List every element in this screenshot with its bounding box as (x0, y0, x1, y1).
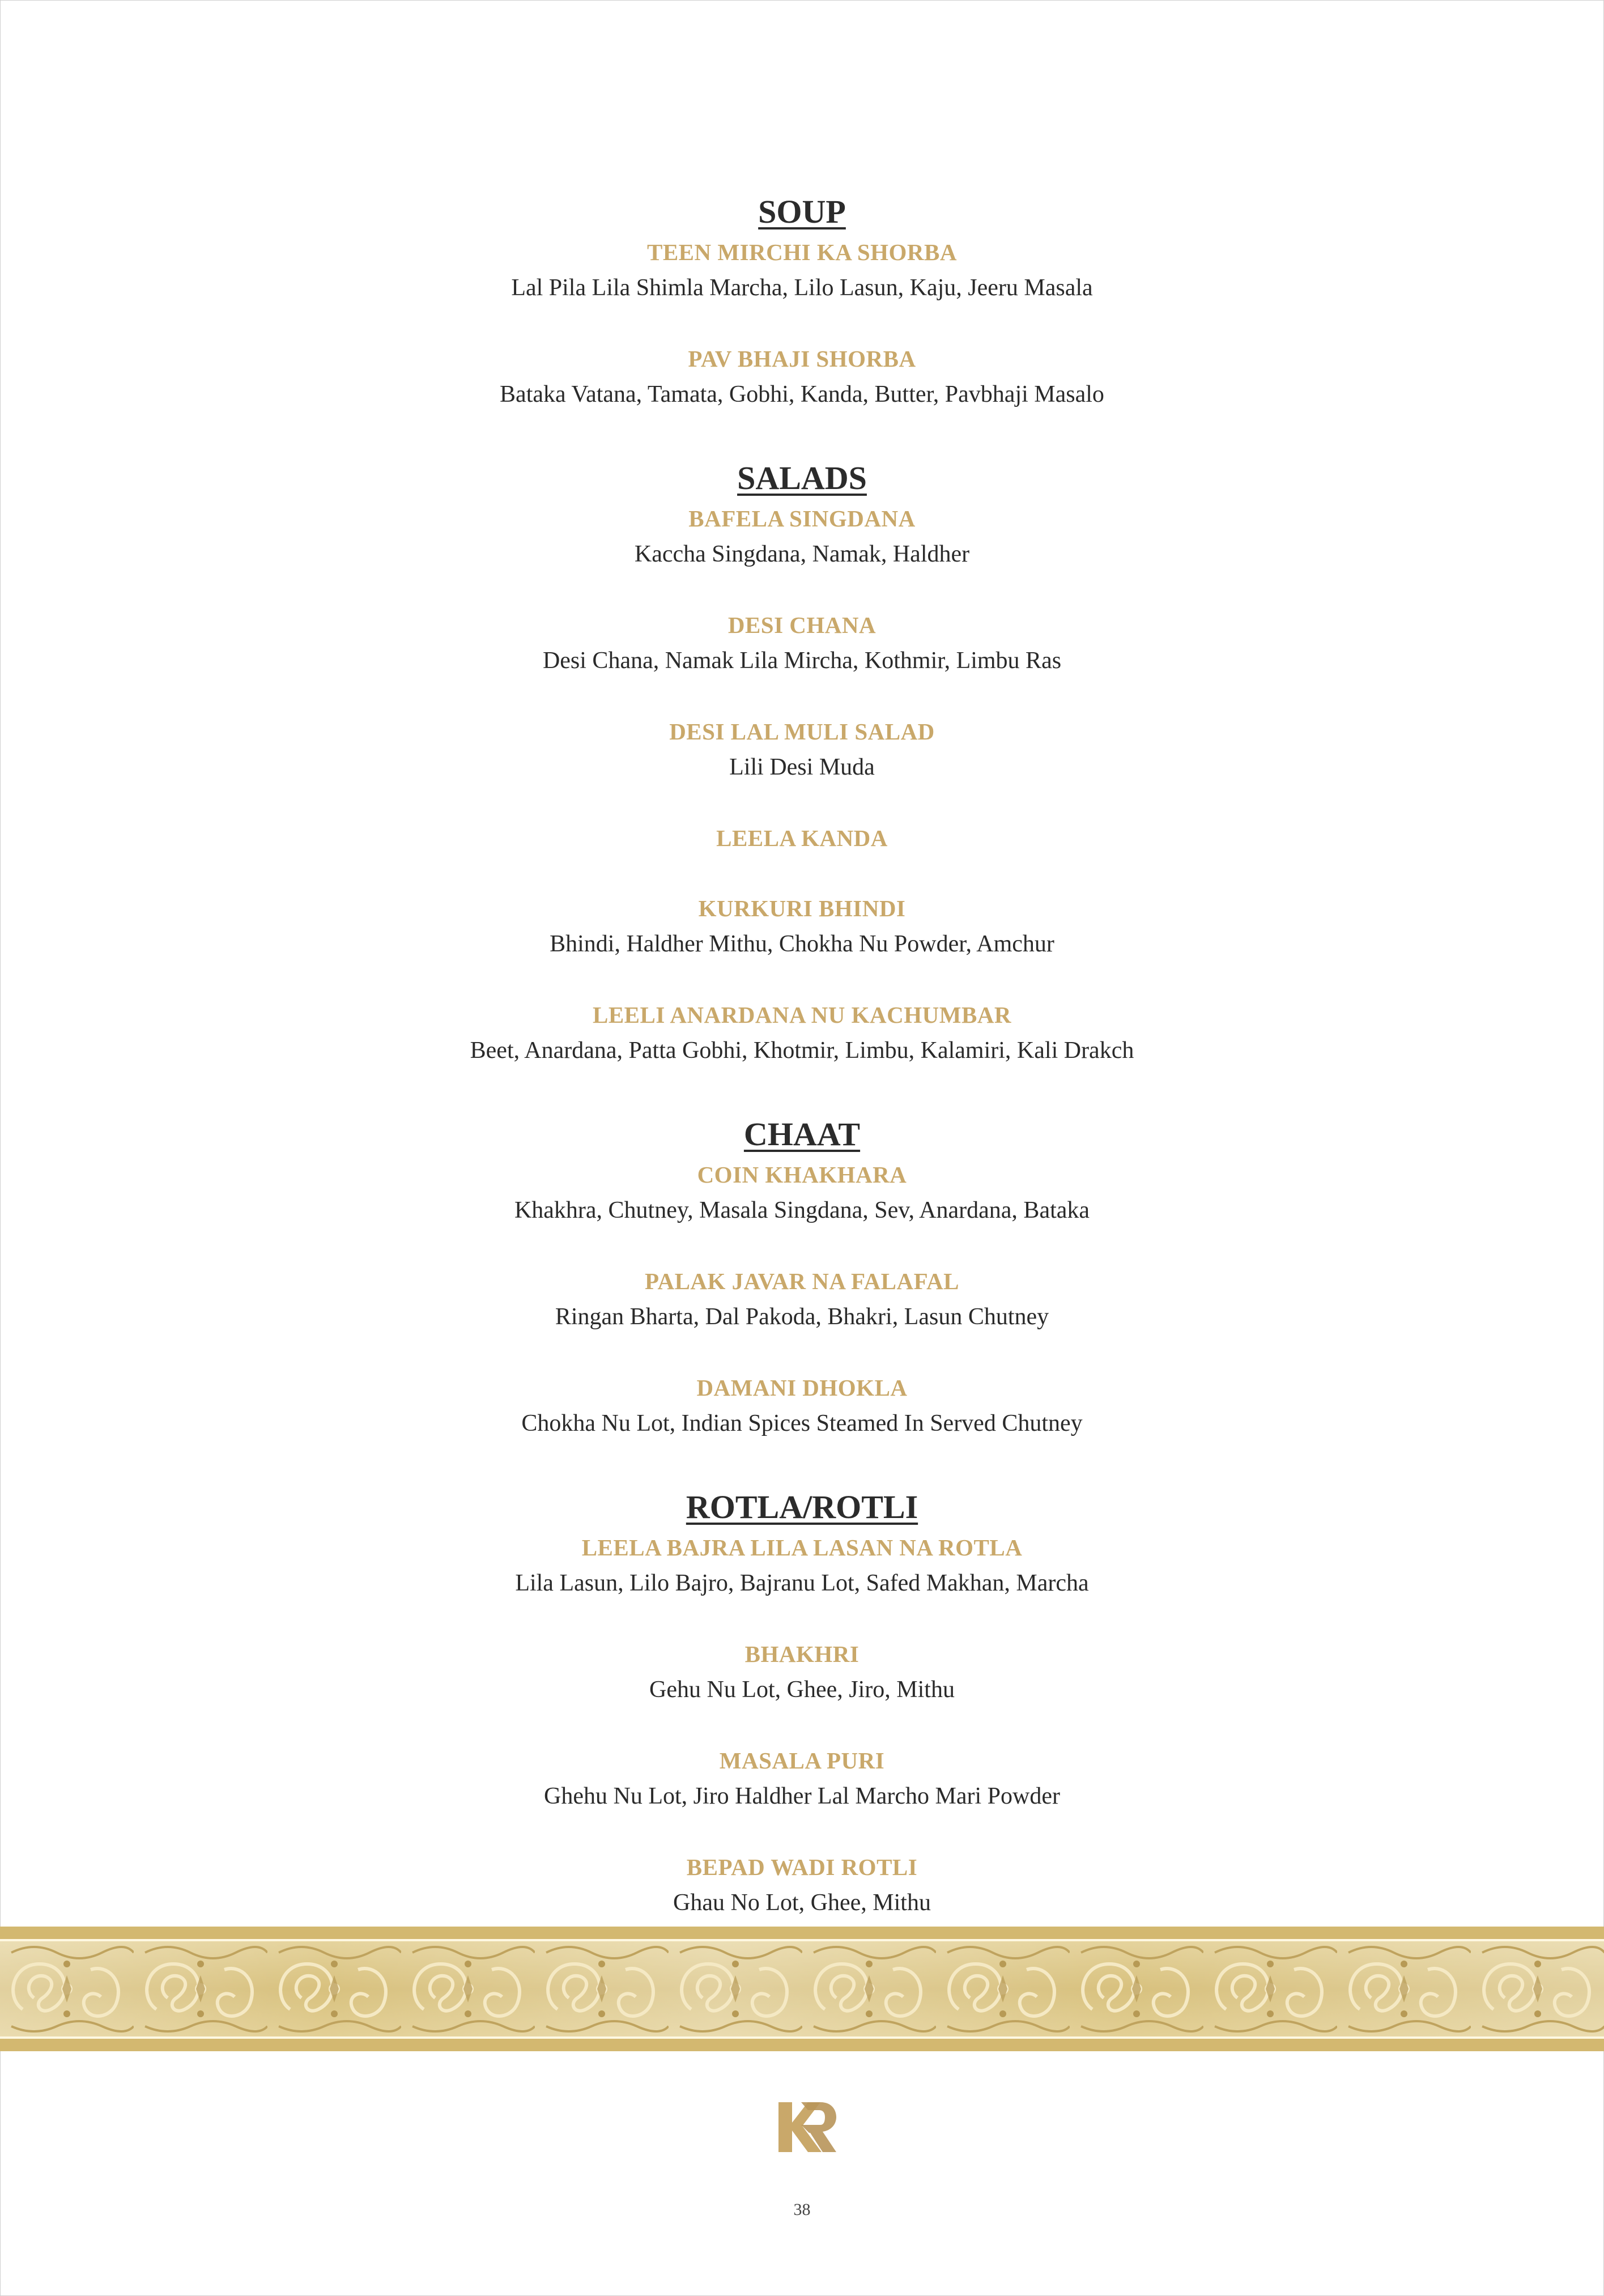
menu-item (0, 501, 1604, 572)
item-description: Desi Chana, Namak Lila Mircha, Kothmir, Limbu Ras (542, 648, 1062, 674)
kr-logo-icon (776, 2100, 839, 2154)
item-name: LEELA BAJRA LILA LASAN NA ROTLA (581, 1534, 1023, 1561)
item-name: LEELI ANARDANA NU KACHUMBAR (592, 1002, 1012, 1028)
menu-section-chaat (0, 1112, 1604, 1442)
item-description: Ghehu Nu Lot, Jiro Haldher Lal Marcho Mari Powder (544, 1783, 1060, 1809)
menu-item (0, 235, 1604, 306)
border-edge-top (0, 1927, 1604, 1941)
section-title: SOUP (758, 193, 846, 230)
decorative-border (0, 1927, 1604, 2051)
item-description: Gehu Nu Lot, Ghee, Jiro, Mithu (649, 1677, 955, 1703)
item-name: BHAKHRI (744, 1641, 860, 1667)
item-name: DESI LAL MULI SALAD (669, 718, 935, 745)
menu-item (0, 1743, 1604, 1814)
item-name: TEEN MIRCHI KA SHORBA (646, 239, 957, 265)
menu-item (0, 891, 1604, 962)
item-description: Lili Desi Muda (729, 754, 875, 780)
menu-item (0, 1157, 1604, 1228)
item-description: Lal Pila Lila Shimla Marcha, Lilo Lasun, Kaju, Jeeru Masala (511, 275, 1093, 301)
item-name: PAV BHAJI SHORBA (688, 346, 916, 372)
menu-section-rotla-rotli (0, 1485, 1604, 1921)
item-name: COIN KHAKHARA (697, 1162, 907, 1188)
page-number: 38 (793, 2200, 811, 2219)
menu-item (0, 341, 1604, 413)
menu-item (0, 1370, 1604, 1442)
menu-content (0, 189, 1604, 1921)
item-name: BEPAD WADI ROTLI (686, 1854, 918, 1880)
menu-item (0, 820, 1604, 856)
item-name: KURKURI BHINDI (698, 895, 906, 921)
item-name: MASALA PURI (719, 1747, 885, 1774)
menu-section-salads (0, 456, 1604, 1069)
section-title: SALADS (737, 460, 867, 496)
item-description: Ghau No Lot, Ghee, Mithu (673, 1890, 931, 1916)
paisley-pattern-icon (0, 1941, 1604, 2036)
item-name: PALAK JAVAR NA FALAFAL (644, 1268, 960, 1294)
item-description: Chokha Nu Lot, Indian Spices Steamed In Served Chutney (521, 1410, 1083, 1436)
menu-item (0, 1636, 1604, 1708)
menu-item (0, 607, 1604, 679)
menu-item (0, 714, 1604, 785)
item-description: Lila Lasun, Lilo Bajro, Bajranu Lot, Safed Makhan, Marcha (515, 1570, 1089, 1596)
section-title: CHAAT (743, 1116, 861, 1153)
item-description: Ringan Bharta, Dal Pakoda, Bhakri, Lasun Chutney (555, 1304, 1049, 1330)
item-description: Kaccha Singdana, Namak, Haldher (634, 541, 970, 567)
menu-item (0, 997, 1604, 1069)
item-name: BAFELA SINGDANA (688, 505, 916, 532)
item-description: Khakhra, Chutney, Masala Singdana, Sev, Anardana, Bataka (514, 1197, 1090, 1223)
item-description: Bataka Vatana, Tamata, Gobhi, Kanda, Butter, Pavbhaji Masalo (500, 381, 1104, 407)
menu-item (0, 1530, 1604, 1601)
item-name: LEELA KANDA (716, 825, 888, 851)
border-edge-bottom (0, 2036, 1604, 2051)
item-description: Bhindi, Haldher Mithu, Chokha Nu Powder, Amchur (550, 931, 1054, 957)
menu-item (0, 1849, 1604, 1921)
item-name: DAMANI DHOKLA (696, 1375, 908, 1401)
menu-item (0, 1264, 1604, 1335)
item-name: DESI CHANA (727, 612, 877, 638)
section-title: ROTLA/ROTLI (686, 1489, 918, 1525)
menu-section-soup (0, 189, 1604, 413)
item-description: Beet, Anardana, Patta Gobhi, Khotmir, Limbu, Kalamiri, Kali Drakch (470, 1038, 1134, 1064)
